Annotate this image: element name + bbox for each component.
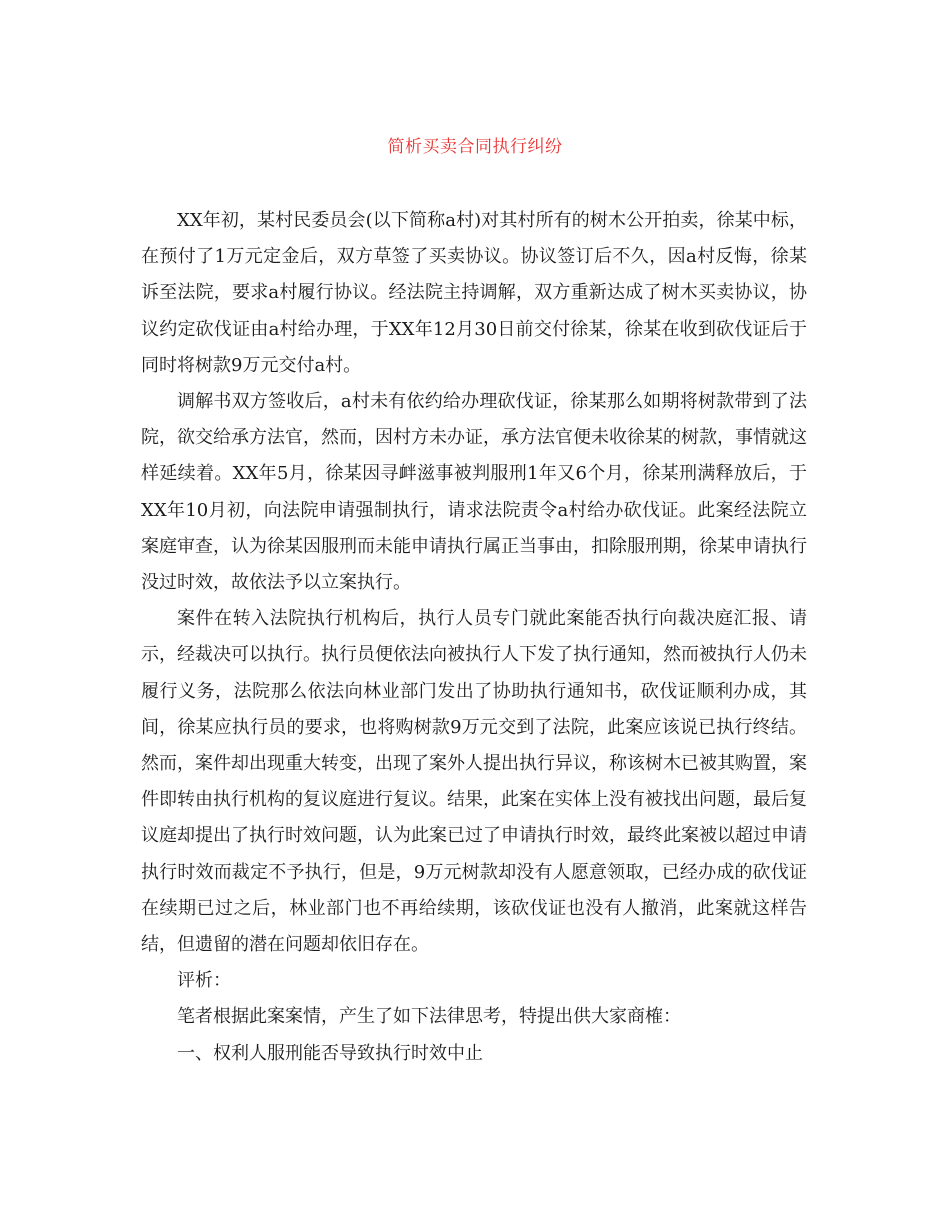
paragraph-execution: 案件在转入法院执行机构后，执行人员专门就此案能否执行向裁决庭汇报、请示，经裁决可以执行。执行员便依法向被执行人下发了执行通知，然而被执行人仍未履行义务，法院那么依法向林业部门发出了协助执行通知书，砍伐证顺利办成，其间，徐某应执行员的要求，也将购树款9万元交到了法院，此案应该说已执行终结。然而，案件却出现重大转变，出现了案外人提出执行异议，称该树木已被其购置，案件即转由执行机构的复议庭进行复议。结果，此案在实体上没有被找出问题，最后复议庭却提出了执行时效问题，认为此案已过了申请执行时效，最终此案被以超过申请执行时效而裁定不予执行，但是，9万元树款却没有人愿意领取，已经办成的砍伐证在续期已过之后，林业部门也不再给续期，该砍伐证也没有人撤消，此案就这样告结，但遗留的潜在问题却依旧存在。 — [141, 608, 807, 956]
paragraph-analysis-intro: 笔者根据此案案情，产生了如下法律思考，特提出供大家商榷： — [177, 1006, 681, 1028]
paragraph-section-one-heading: 一、权利人服刑能否导致执行时效中止 — [177, 1042, 483, 1064]
paragraph-background: XX年初，某村民委员会(以下简称a村)对其村所有的树木公开拍卖，徐某中标，在预付了1万元定金后，双方草签了买卖协议。协议签订后不久，因a村反悔，徐某诉至法院，要求a村履行协议。经法院主持调解，双方重新达成了树木买卖协议，协议约定砍伐证由a村给办理，于XX年12月30日前交付徐某，徐某在收到砍伐证后于同时将树款9万元交付a村。 — [141, 210, 807, 376]
paragraph-analysis-heading: 评析： — [177, 970, 231, 992]
document-body — [141, 203, 807, 1072]
paragraph-mediation: 调解书双方签收后，a村未有依约给办理砍伐证，徐某那么如期将树款带到了法院，欲交给承方法官，然而，因村方未办证，承方法官便未收徐某的树款，事情就这样延续着。XX年5月，徐某因寻衅滋事被判服刑1年又6个月，徐某刑满释放后，于XX年10月初，向法院申请强制执行，请求法院责令a村给办砍伐证。此案经法院立案庭审查，认为徐某因服刑而未能申请执行属正当事由，扣除服刑期，徐某申请执行没过时效，故依法予以立案执行。 — [141, 391, 807, 594]
document-title: 简析买卖合同执行纠纷 — [387, 137, 563, 157]
